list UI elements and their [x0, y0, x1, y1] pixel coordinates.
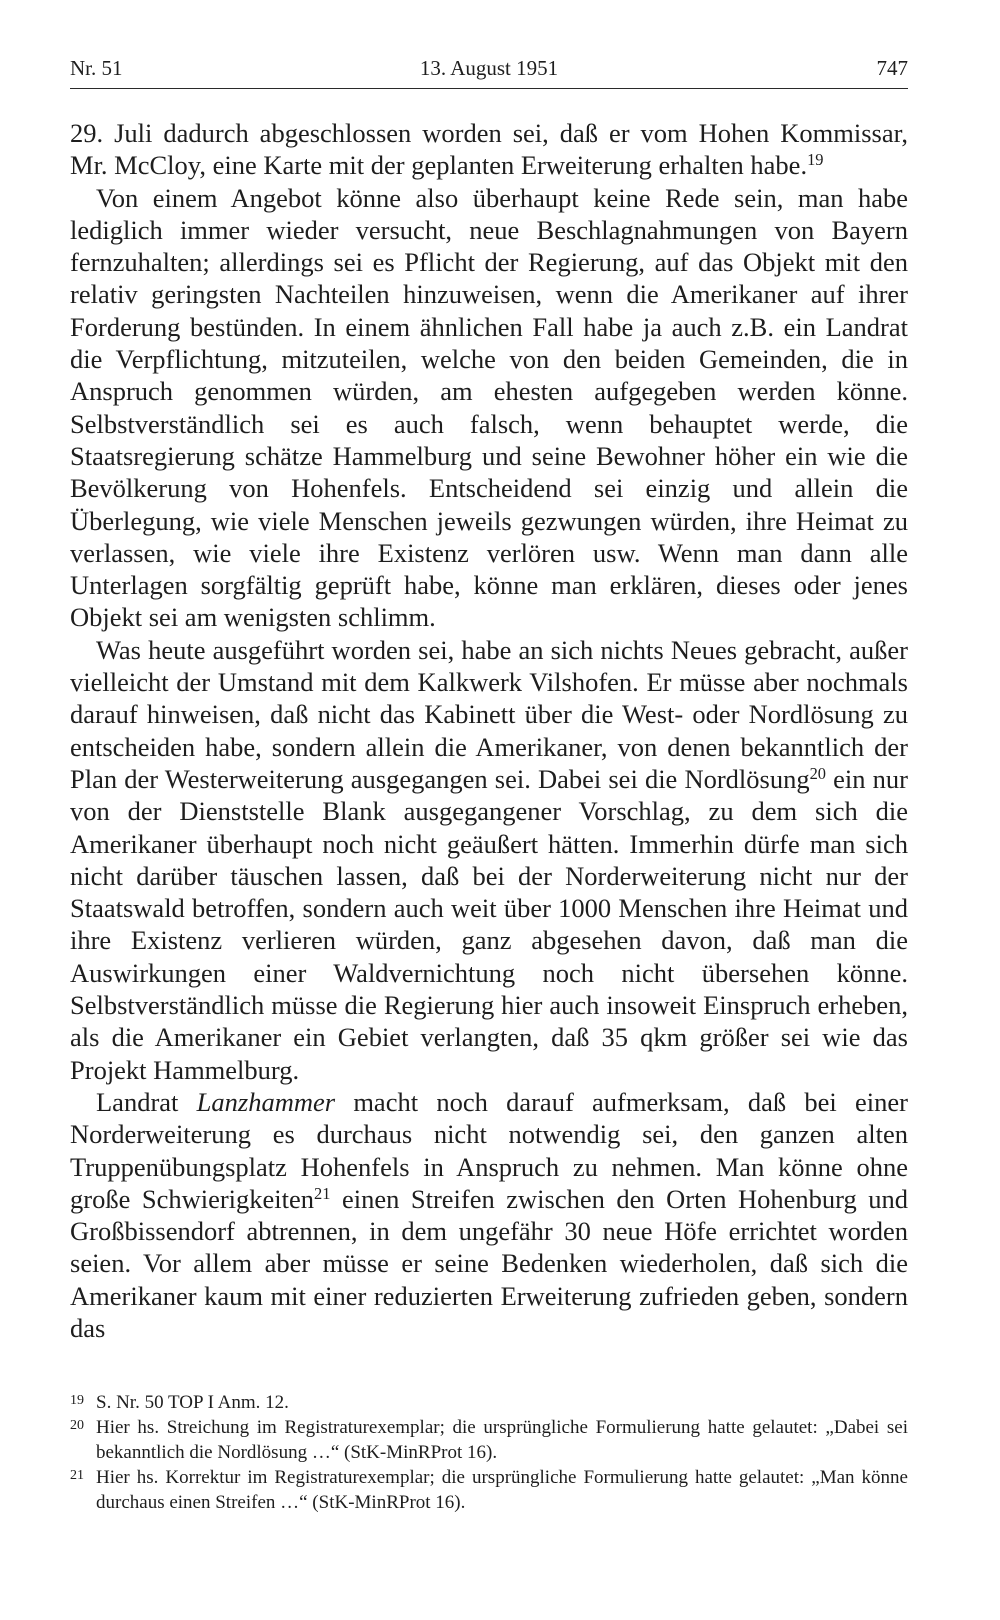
footnote-ref-21: 21: [314, 1183, 331, 1203]
paragraph-4-text-a: macht noch darauf aufmerksam, daß bei einer Norderweiterung es durchaus nicht notwendig sei, den ganzen alten Truppenübungsplatz Hohenfels in Anspruch zu nehmen. Man könne ohne große Schwierigkeiten: [70, 1086, 908, 1214]
issue-number: Nr. 51: [70, 56, 123, 80]
footnote-text: Hier hs. Streichung im Registraturexemplar; die ursprüngliche Formulierung hatte gelautet: „Dabei sei bekanntlich die Nordlösung …“ (StK-MinRProt 16).: [96, 1417, 908, 1464]
speaker-name: Lanzhammer: [196, 1086, 336, 1117]
footnote-19: [70, 1390, 908, 1415]
footnote-ref-20: 20: [809, 763, 827, 783]
document-page: [70, 0, 908, 1515]
footnote-21: [70, 1465, 908, 1515]
paragraph-3-text-b: ein nur von der Dienststelle Blank ausgegangener Vorschlag, zu dem sich die Amerikaner überhaupt noch nicht geäußert hätten. Immerhin dürfe man sich nicht darüber täuschen lassen, daß bei der Norderweiterung nicht nur der Staatswald betroffen, sondern auch weit über 1000 Menschen ihre Heimat und ihre Existenz verlieren würden, ganz abgesehen davon, daß man die Auswirkungen einer Waldvernichtung noch nicht übersehen könne. Selbstverständlich müsse die Regierung hier auch insoweit Einspruch erheben, als die Amerikaner ein Gebiet verlangten, daß 35 qkm größer sei wie das Projekt Hammelburg.: [70, 763, 908, 1085]
footnote-mark: 20: [70, 1418, 84, 1434]
footnotes: [70, 1390, 908, 1515]
header-rule: [70, 88, 908, 89]
footnote-text: Hier hs. Korrektur im Registraturexemplar; die ursprüngliche Formulierung hatte gelautet: „Man könne durchaus einen Streifen …“ (StK-MinRProt 16).: [96, 1467, 908, 1514]
footnote-text: S. Nr. 50 TOP I Anm. 12.: [96, 1392, 289, 1414]
paragraph-2: Von einem Angebot könne also überhaupt keine Rede sein, man habe lediglich immer wieder versucht, neue Beschlagnahmungen von Bayern fernzuhalten; allerdings sei es Pflicht der Regierung, auf das Objekt mit den relativ geringsten Nachteilen hinzuweisen, wenn die Amerikaner auf ihrer Forderung bestünden. In einem ähnlichen Fall habe ja auch z.B. ein Landrat die Verpflichtung, mitzuteilen, welche von den beiden Gemeinden, die in Anspruch genommen würden, am ehesten aufgegeben werden könne. Selbstverständlich sei es auch falsch, wenn behauptet werde, die Staatsregierung schätze Hammelburg und seine Bewohner höher ein wie die Bevölkerung von Hohenfels. Entscheidend sei einzig und allein die Überlegung, wie viele Menschen jeweils gezwungen würden, ihre Heimat zu verlassen, wie viele ihre Existenz verlören usw. Wenn man dann alle Unterlagen sorgfältig geprüft habe, könne man erklären, dieses oder jenes Objekt sei am wenigsten schlimm.: [70, 182, 908, 633]
footnote-ref-19: 19: [807, 150, 824, 170]
paragraph-3: [70, 634, 908, 1086]
footnote-mark: 21: [70, 1468, 84, 1484]
paragraph-4-lead: Landrat: [96, 1086, 197, 1117]
paragraph-3-text-a: Was heute ausgeführt worden sei, habe an sich nichts Neues gebracht, außer vielleicht der Umstand mit dem Kalkwerk Vilshofen. Er müsse aber nochmals darauf hinweisen, daß nicht das Kabinett über die West- oder Nordlösung zu entscheiden habe, sondern allein die Amerikaner, von denen bekanntlich der Plan der Westerweiterung ausgegangen sei. Dabei sei die Nordlösung: [70, 634, 908, 794]
footnote-mark: 19: [70, 1393, 84, 1409]
paragraph-1-text: 29. Juli dadurch abgeschlossen worden sei, daß er vom Hohen Kommissar, Mr. McCloy, eine Karte mit der geplanten Erweiterung erhalten habe.: [70, 118, 908, 181]
paragraph-4-text-b: einen Streifen zwischen den Orten Hohenburg und Großbissendorf abtrennen, in dem ungefähr 30 neue Höfe errichtet worden seien. Vor allem aber müsse er seine Bedenken wiederholen, daß sich die Amerikaner kaum mit einer reduzierten Erweiterung zufrieden geben, sondern das: [70, 1183, 908, 1343]
paragraph-1: [70, 117, 908, 182]
main-text: [70, 117, 908, 1344]
running-header: [70, 56, 908, 86]
footnote-20: [70, 1415, 908, 1465]
paragraph-4: [70, 1086, 908, 1344]
header-date: 13. August 1951: [419, 56, 559, 80]
page-number: 747: [876, 56, 908, 80]
